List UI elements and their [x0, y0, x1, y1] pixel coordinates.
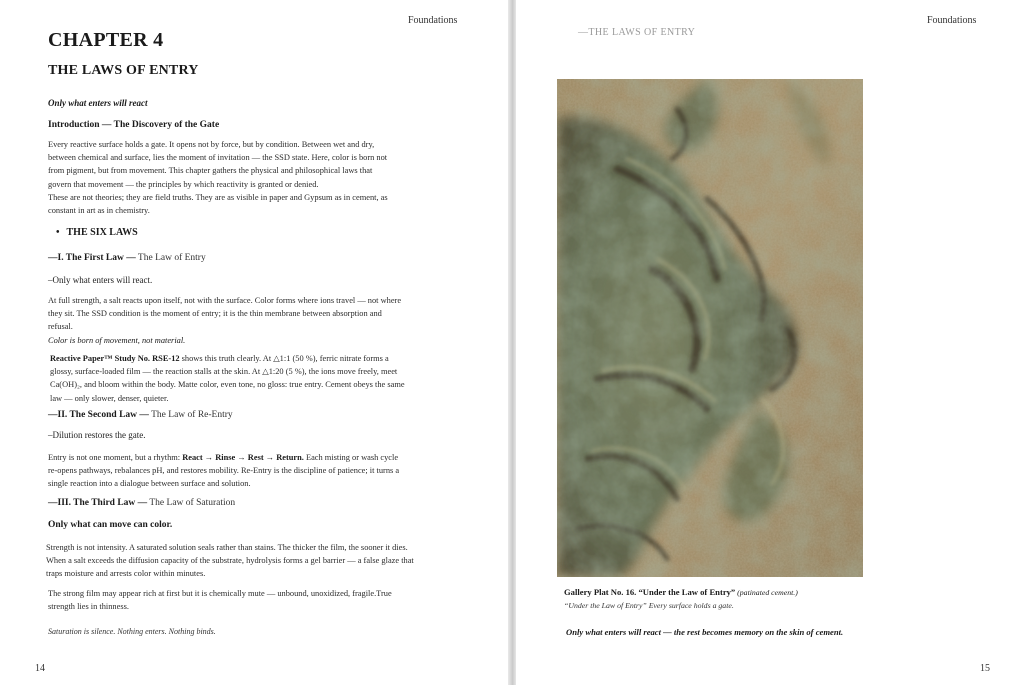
book-gutter [508, 0, 516, 685]
law-2-paragraph [48, 451, 448, 491]
law-1-line: At full strength, a salt reacts upon itself, not with the surface. Color forms where ions travel — not where [48, 296, 402, 305]
law-3-line: traps moisture and arrests color within minutes. [46, 569, 206, 579]
gallery-photo [557, 79, 863, 577]
law-3-line: strength lies in thinness. [48, 602, 129, 612]
law-1-name: The Law of Entry [135, 253, 206, 263]
study-line: Ca(OH)₂, and bloom within the body. Matte color, even tone, no gloss: true entry. Cement obeys the same [50, 380, 405, 390]
closing-line: Only what enters will react — the rest becomes memory on the skin of cement. [566, 627, 844, 637]
law-2-rhythm: React → Rinse → Rest → Return. [182, 453, 304, 462]
page-number-right: 15 [980, 663, 990, 674]
law-2-post: Each misting or wash cycle [303, 453, 399, 462]
law-2-label: —II. The Second Law — [48, 410, 149, 420]
law-3-line: The strong film may appear rich at first but it is chemically mute — unbound, unoxidized, fragile.True [48, 589, 392, 598]
law-3-line: Strength is not intensity. A saturated solution seals rather than stains. The thicker the film, the sooner it dies. [46, 543, 408, 552]
law-3-name: The Law of Saturation [147, 498, 236, 508]
running-head-left: Foundations [408, 15, 458, 26]
caption-subline: “Under the Law of Entry” Every surface holds a gate. [564, 601, 734, 610]
law-3-maxim: Only what can move can color. [48, 520, 173, 530]
six-laws-heading [56, 227, 456, 238]
intro-line: Every reactive surface holds a gate. It opens not by force, but by condition. Between wet and dry, [48, 140, 375, 149]
intro-line: from pigment, but from movement. This chapter gathers the physical and philosophical laws that [48, 166, 373, 176]
caption-title: Gallery Plat No. 16. “Under the Law of Entry” [564, 587, 736, 597]
chapter-title: THE LAWS OF ENTRY [48, 63, 199, 78]
law-3-paragraph [46, 541, 456, 581]
law-1-italic-note: Color is born of movement, not material. [48, 336, 186, 345]
law-3-heading [48, 498, 448, 508]
left-page [0, 0, 508, 685]
study-line: glossy, surface-loaded film — the reaction stalls at the skin. At △1:20 (5 %), the ions move freely, meet [50, 367, 398, 377]
study-paragraph [50, 352, 450, 405]
law-3-label: —III. The Third Law — [48, 498, 148, 508]
caption-note: (patinated cement.) [735, 588, 798, 597]
study-line: shows this truth clearly. At △1:1 (50 %), ferric nitrate forms a [179, 354, 389, 363]
intro-line: govern that movement — the principles by which reactivity is granted or denied. [48, 179, 319, 189]
right-page [516, 0, 1024, 685]
law-2-name: The Law of Re-Entry [148, 410, 233, 420]
photo-caption [564, 586, 874, 599]
intro-heading: Introduction — The Discovery of the Gate [48, 120, 220, 130]
law-3-paragraph-2 [48, 587, 448, 613]
law-2-line: re-opens pathways, rebalances pH, and restores mobility. Re-Entry is the discipline of patience; it turns a [48, 466, 400, 476]
law-3-italic-note: Saturation is silence. Nothing enters. Nothing binds. [48, 627, 216, 636]
law-1-paragraph [48, 294, 448, 334]
intro-line: constant in art as in chemistry. [48, 206, 150, 216]
chapter-number: CHAPTER 4 [48, 29, 164, 51]
intro-paragraph [48, 138, 448, 217]
bullet-icon: • [56, 227, 60, 238]
law-1-line: refusal. [48, 322, 73, 332]
law-2-pre: Entry is not one moment, but a rhythm: [48, 453, 183, 462]
law-1-heading [48, 253, 448, 263]
page-number-left: 14 [35, 663, 45, 674]
law-2-line: single reaction into a dialogue between surface and solution. [48, 479, 251, 489]
law-1-maxim: –Only what enters will react. [48, 275, 153, 285]
law-2-heading [48, 410, 448, 420]
law-2-maxim: –Dilution restores the gate. [48, 430, 146, 440]
law-1-line: they sit. The SSD condition is the moment of entry; it is the thin membrane between absorption and [48, 309, 382, 319]
study-label: Reactive Paper™ Study No. RSE-12 [50, 354, 180, 363]
six-laws-label: THE SIX LAWS [66, 227, 138, 238]
chapter-tagline: Only what enters will react [48, 98, 148, 108]
right-page-subtitle: —THE LAWS OF ENTRY [578, 27, 696, 38]
law-3-line: When a salt exceeds the diffusion capacity of the substrate, hydrolysis forms a gel barrier — a false glaze that [46, 556, 414, 566]
intro-line: These are not theories; they are field truths. They are as visible in paper and Gypsum as in cement, as [48, 192, 388, 202]
law-1-label: —I. The First Law — [48, 253, 136, 263]
running-head-right: Foundations [927, 15, 977, 26]
study-line: law — only slower, denser, quieter. [50, 393, 169, 403]
intro-line: between chemical and surface, lies the moment of invitation — the SSD state. Here, color is born not [48, 153, 388, 163]
patinated-cement-image [557, 79, 863, 577]
